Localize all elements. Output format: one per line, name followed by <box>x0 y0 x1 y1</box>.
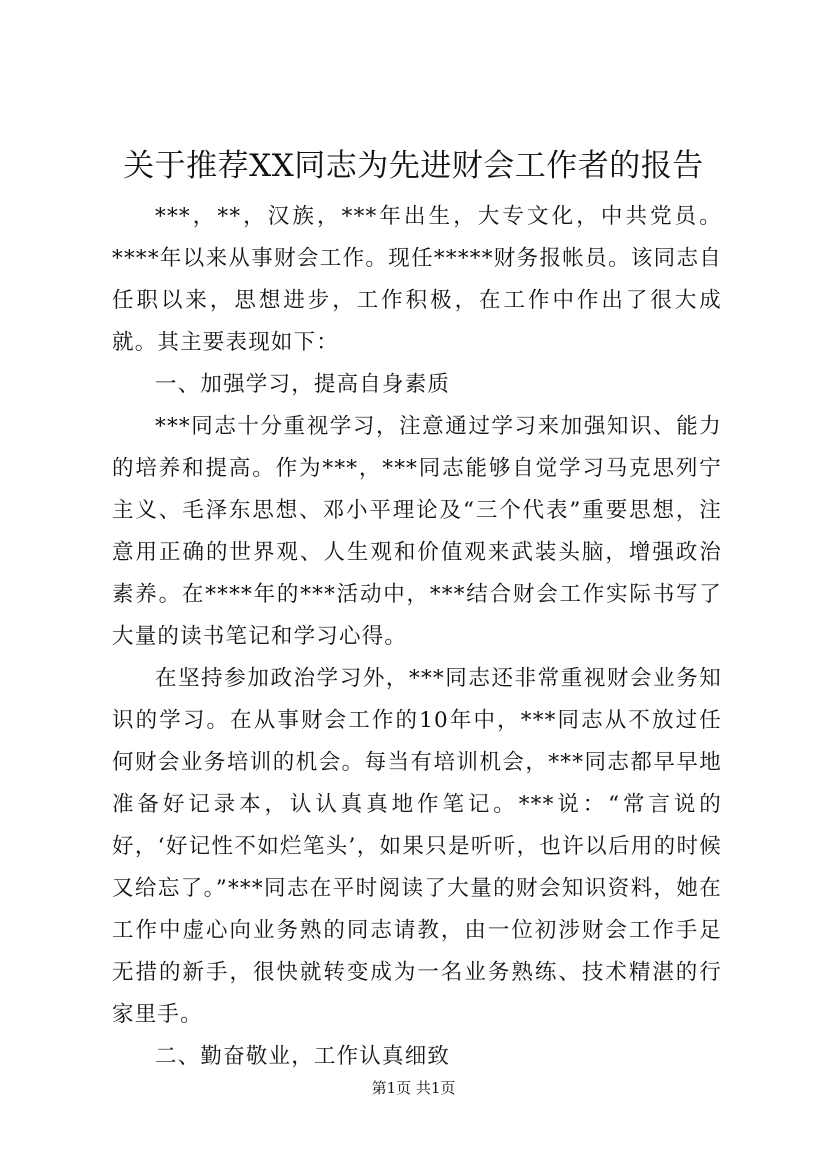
page-footer: 第1页 共1页 <box>371 1079 456 1097</box>
section-heading-2: 二、勤奋敬业，工作认真细致 <box>155 1044 451 1069</box>
document-body <box>112 196 722 1078</box>
intro-paragraph: ***，**，汉族，***年出生，大专文化，中共党员。****年以来从事财会工作。现任*****财务报帐员。该同志自任职以来，思想进步，工作积极，在工作中作出了很大成就。其主要表现如下： <box>112 204 722 355</box>
document-title: 关于推荐XX同志为先进财会工作者的报告 <box>123 148 704 184</box>
body-paragraph-2: 在坚持参加政治学习外，***同志还非常重视财会业务知识的学习。在从事财会工作的10年中，***同志从不放过任何财会业务培训的机会。每当有培训机会，***同志都早早地准备好记录本，认认真真地作笔记。***说：“常言说的好，‘好记性不如烂笔头’，如果只是听听，也许以后用的时候又给忘了。”***同志在平时阅读了大量的财会知识资料，她在工作中虚心向业务熟的同志请教，由一位初涉财会工作手足无措的新手，很快就转变成为一名业务熟练、技术精湛的行家里手。 <box>112 666 722 1027</box>
body-paragraph-1: ***同志十分重视学习，注意通过学习来加强知识、能力的培养和提高。作为***，***同志能够自觉学习马克思列宁主义、毛泽东思想、邓小平理论及“三个代表”重要思想，注意用正确的世界观、人生观和价值观来武装头脑，增强政治素养。在****年的***活动中，***结合财会工作实际书写了大量的读书笔记和学习心得。 <box>112 414 722 649</box>
section-heading-1: 一、加强学习，提高自身素质 <box>155 372 451 397</box>
